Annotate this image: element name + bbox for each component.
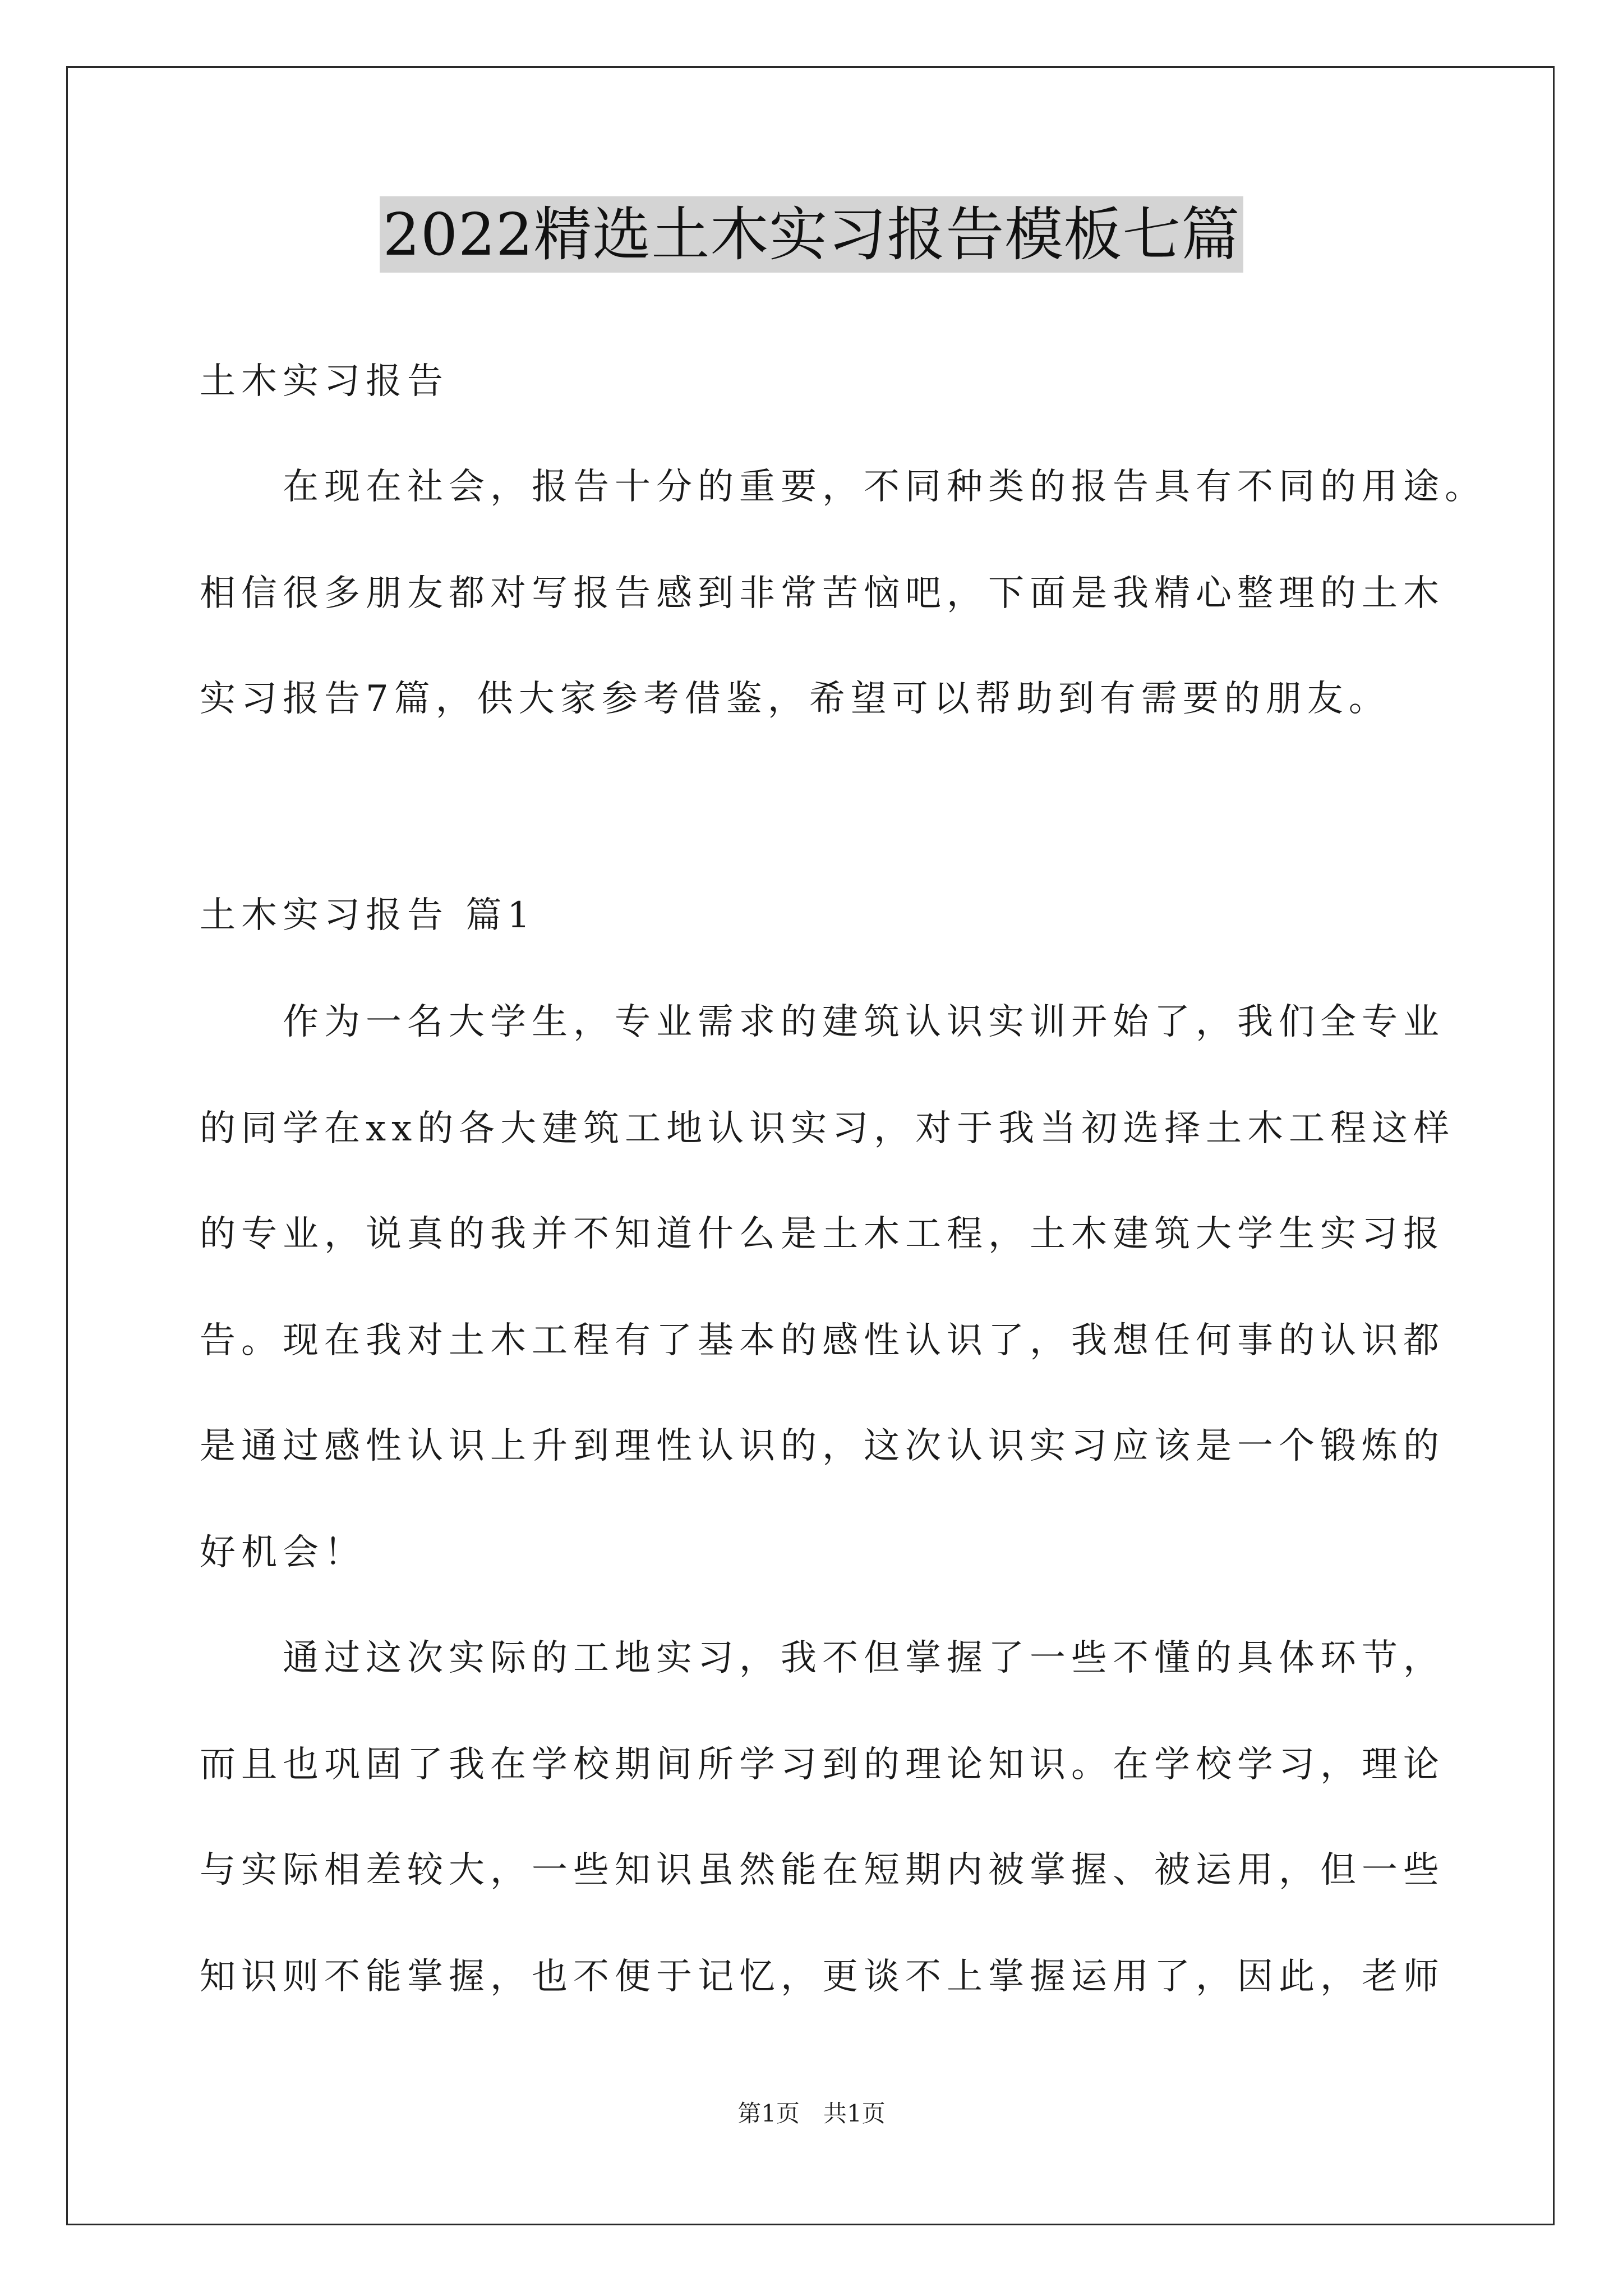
paragraph-line: 而且也巩固了我在学校期间所学习到的理论知识。在学校学习，理论 <box>200 1744 1445 1786</box>
paragraph-line: 是通过感性认识上升到理性认识的，这次认识实习应该是一个锻炼的 <box>200 1425 1445 1467</box>
paragraph-line: 告。现在我对土木工程有了基本的感性认识了，我想任何事的认识都 <box>200 1320 1445 1361</box>
paragraph-line: 的同学在xx的各大建筑工地认识实习，对于我当初选择土木工程这样 <box>200 1108 1455 1149</box>
title-container <box>0 196 1623 273</box>
paragraph-line: 在现在社会，报告十分的重要，不同种类的报告具有不同的用途。 <box>283 466 1486 508</box>
paragraph-line: 与实际相差较大，一些知识虽然能在短期内被掌握、被运用，但一些 <box>200 1849 1445 1891</box>
paragraph-line: 通过这次实际的工地实习，我不但掌握了一些不懂的具体环节， <box>283 1637 1445 1679</box>
paragraph-line: 作为一名大学生，专业需求的建筑认识实训开始了，我们全专业 <box>283 1001 1445 1043</box>
paragraph-line: 的专业，说真的我并不知道什么是土木工程，土木建筑大学生实习报 <box>200 1213 1445 1255</box>
paragraph-line: 知识则不能掌握，也不便于记忆，更谈不上掌握运用了，因此，老师 <box>200 1956 1445 1998</box>
paragraph-line: 相信很多朋友都对写报告感到非常苦恼吧，下面是我精心整理的土木 <box>200 573 1445 614</box>
document-title: 2022精选土木实习报告模板七篇 <box>380 196 1244 273</box>
paragraph-line: 实习报告7篇，供大家参考借鉴，希望可以帮助到有需要的朋友。 <box>200 678 1390 720</box>
paragraph-line: 好机会！ <box>200 1532 366 1573</box>
page-footer: 第1页 共1页 <box>737 2100 886 2127</box>
article-heading: 土木实习报告 篇1 <box>200 895 536 936</box>
section-heading: 土木实习报告 <box>200 361 449 402</box>
